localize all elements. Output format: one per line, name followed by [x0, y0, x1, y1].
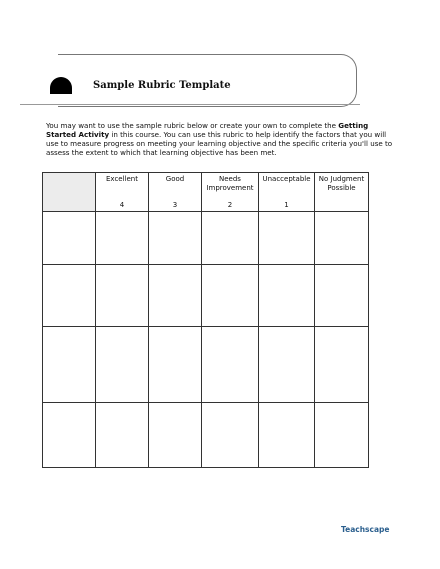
rubric-header-row: [43, 173, 369, 212]
rubric-cell: [202, 265, 259, 327]
rubric-row: [43, 327, 369, 403]
rubric-cell: [259, 212, 315, 265]
rubric-cell: [149, 327, 202, 403]
rubric-cell: [149, 403, 202, 468]
column-unacceptable: [259, 173, 315, 212]
column-score: 2: [227, 201, 233, 209]
column-excellent: [96, 173, 149, 212]
rubric-cell: [202, 327, 259, 403]
column-no-judgment: [315, 173, 369, 212]
criteria-header-cell: [43, 173, 96, 212]
column-label: No Judgment Possible: [318, 175, 365, 192]
rubric-cell: [315, 403, 369, 468]
rubric-cell: [202, 212, 259, 265]
rubric-cell: [96, 265, 149, 327]
rubric-row: [43, 265, 369, 327]
criteria-cell: [43, 327, 96, 403]
intro-text-1: You may want to use the sample rubric below or create your own to complete the: [46, 121, 339, 130]
rubric-cell: [96, 327, 149, 403]
arch-icon: [50, 77, 72, 94]
rubric-cell: [315, 212, 369, 265]
rubric-cell: [96, 212, 149, 265]
header-rule: [20, 104, 360, 105]
rubric-cell: [96, 403, 149, 468]
page-title: Sample Rubric Template: [93, 80, 231, 91]
column-label: Good: [165, 175, 185, 183]
rubric-row: [43, 403, 369, 468]
criteria-cell: [43, 212, 96, 265]
column-score: 4: [119, 201, 125, 209]
criteria-cell: [43, 403, 96, 468]
intro-text-2: in this course. You can use this rubric to help identify the factors that you will use to measure progress on meeting your learning objective and the specific criteria you'll use to assess the extent to which that learning objective has been met.: [46, 130, 393, 157]
column-needs-improvement: [202, 173, 259, 212]
rubric-cell: [315, 265, 369, 327]
header-frame-line: [58, 54, 76, 55]
rubric-cell: [259, 265, 315, 327]
column-score: 1: [284, 201, 289, 209]
rubric-cell: [149, 212, 202, 265]
column-label: Needs Improvement: [206, 175, 254, 192]
rubric-cell: [315, 327, 369, 403]
rubric-cell: [259, 403, 315, 468]
column-label: Unacceptable: [262, 175, 311, 183]
column-good: [149, 173, 202, 212]
rubric-cell: [202, 403, 259, 468]
column-score: 3: [172, 201, 178, 209]
rubric-cell: [259, 327, 315, 403]
intro-bold-activity: Getting Started Activity: [46, 121, 369, 139]
teachscape-logo: Teachscape: [341, 525, 390, 534]
intro-paragraph: [46, 121, 396, 157]
rubric-cell: [149, 265, 202, 327]
column-label: Excellent: [106, 175, 138, 183]
rubric-row: [43, 212, 369, 265]
criteria-cell: [43, 265, 96, 327]
rubric-table: [42, 172, 369, 468]
